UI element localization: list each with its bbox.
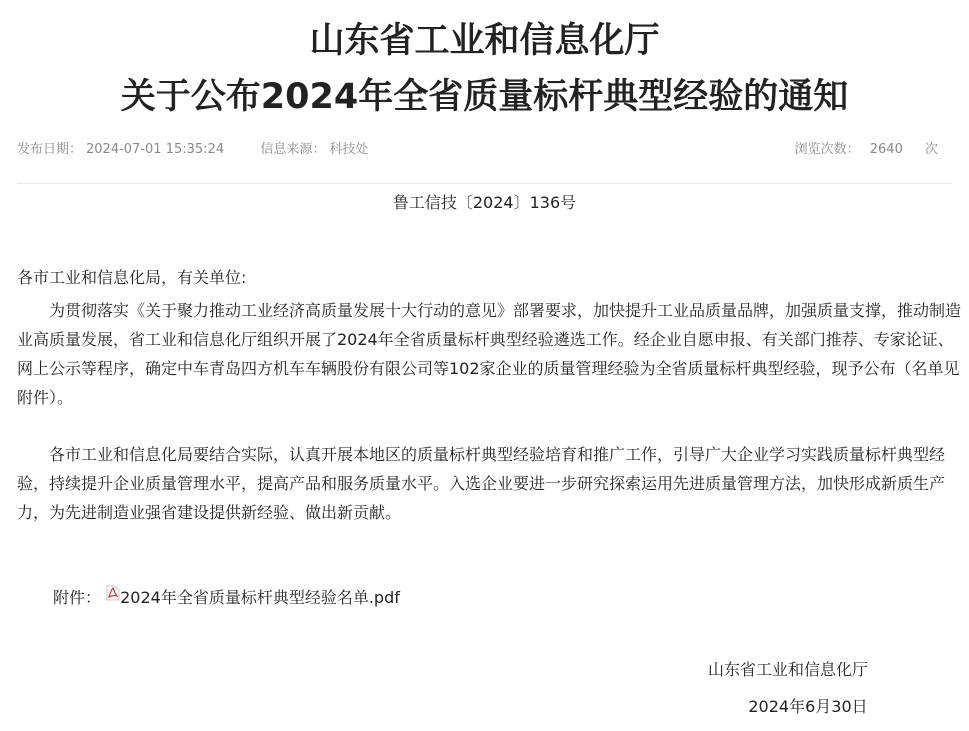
attachment-link[interactable]	[106, 588, 400, 607]
views-unit: 次	[924, 142, 938, 157]
page-title-line2: 关于公布2024年全省质量标杆典型经验的通知	[120, 77, 849, 117]
attachment-label: 附件：	[53, 588, 102, 607]
publish-date-label: 发布日期：	[17, 142, 83, 157]
pdf-icon[interactable]	[106, 582, 120, 598]
attachment-row	[53, 584, 400, 612]
publish-date-value: 2024-07-01 15:35:24	[86, 142, 225, 157]
meta-left	[17, 140, 372, 160]
signature-org: 山东省工业和信息化厅	[707, 660, 868, 679]
views-count: 2640	[869, 142, 903, 157]
meta-right	[795, 140, 938, 160]
salutation: 各市工业和信息化局，有关单位:	[17, 268, 247, 287]
article-meta	[17, 140, 952, 160]
document-number: 鲁工信技〔2024〕136号	[392, 193, 577, 212]
paragraph-1: 为贯彻落实《关于聚力推动工业经济高质量发展十大行动的意见》部署要求，加快提升工业品质量品牌，加强质量支撑，推动制造业高质量发展，省工业和信息化厅组织开展了2024年全省质量标杆典型经验遴选工作。经企业自愿申报、有关部门推荐、专家论证、网上公示等程序，确定中车青岛四方机车车辆股份有限公司等102家企业的质量管理经验为全省质量标杆典型经验，现予公布（名单见附件）。	[17, 301, 962, 407]
attachment-filename[interactable]: 2024年全省质量标杆典型经验名单.pdf	[120, 588, 400, 607]
signature-date: 2024年6月30日	[748, 697, 868, 716]
paragraph-2: 各市工业和信息化局要结合实际，认真开展本地区的质量标杆典型经验培育和推广工作，引导广大企业学习实践质量标杆典型经验，持续提升企业质量管理水平，提高产品和服务质量水平。入选企业要进一步研究探索运用先进质量管理方法，加快形成新质生产力，为先进制造业强省建设提供新经验、做出新贡献。	[17, 445, 946, 522]
source-value: 科技处	[329, 142, 369, 157]
source-label: 信息来源：	[260, 142, 326, 157]
page-title-line1: 山东省工业和信息化厅	[309, 21, 660, 61]
meta-divider	[17, 183, 952, 184]
views-label: 浏览次数：	[794, 142, 860, 157]
